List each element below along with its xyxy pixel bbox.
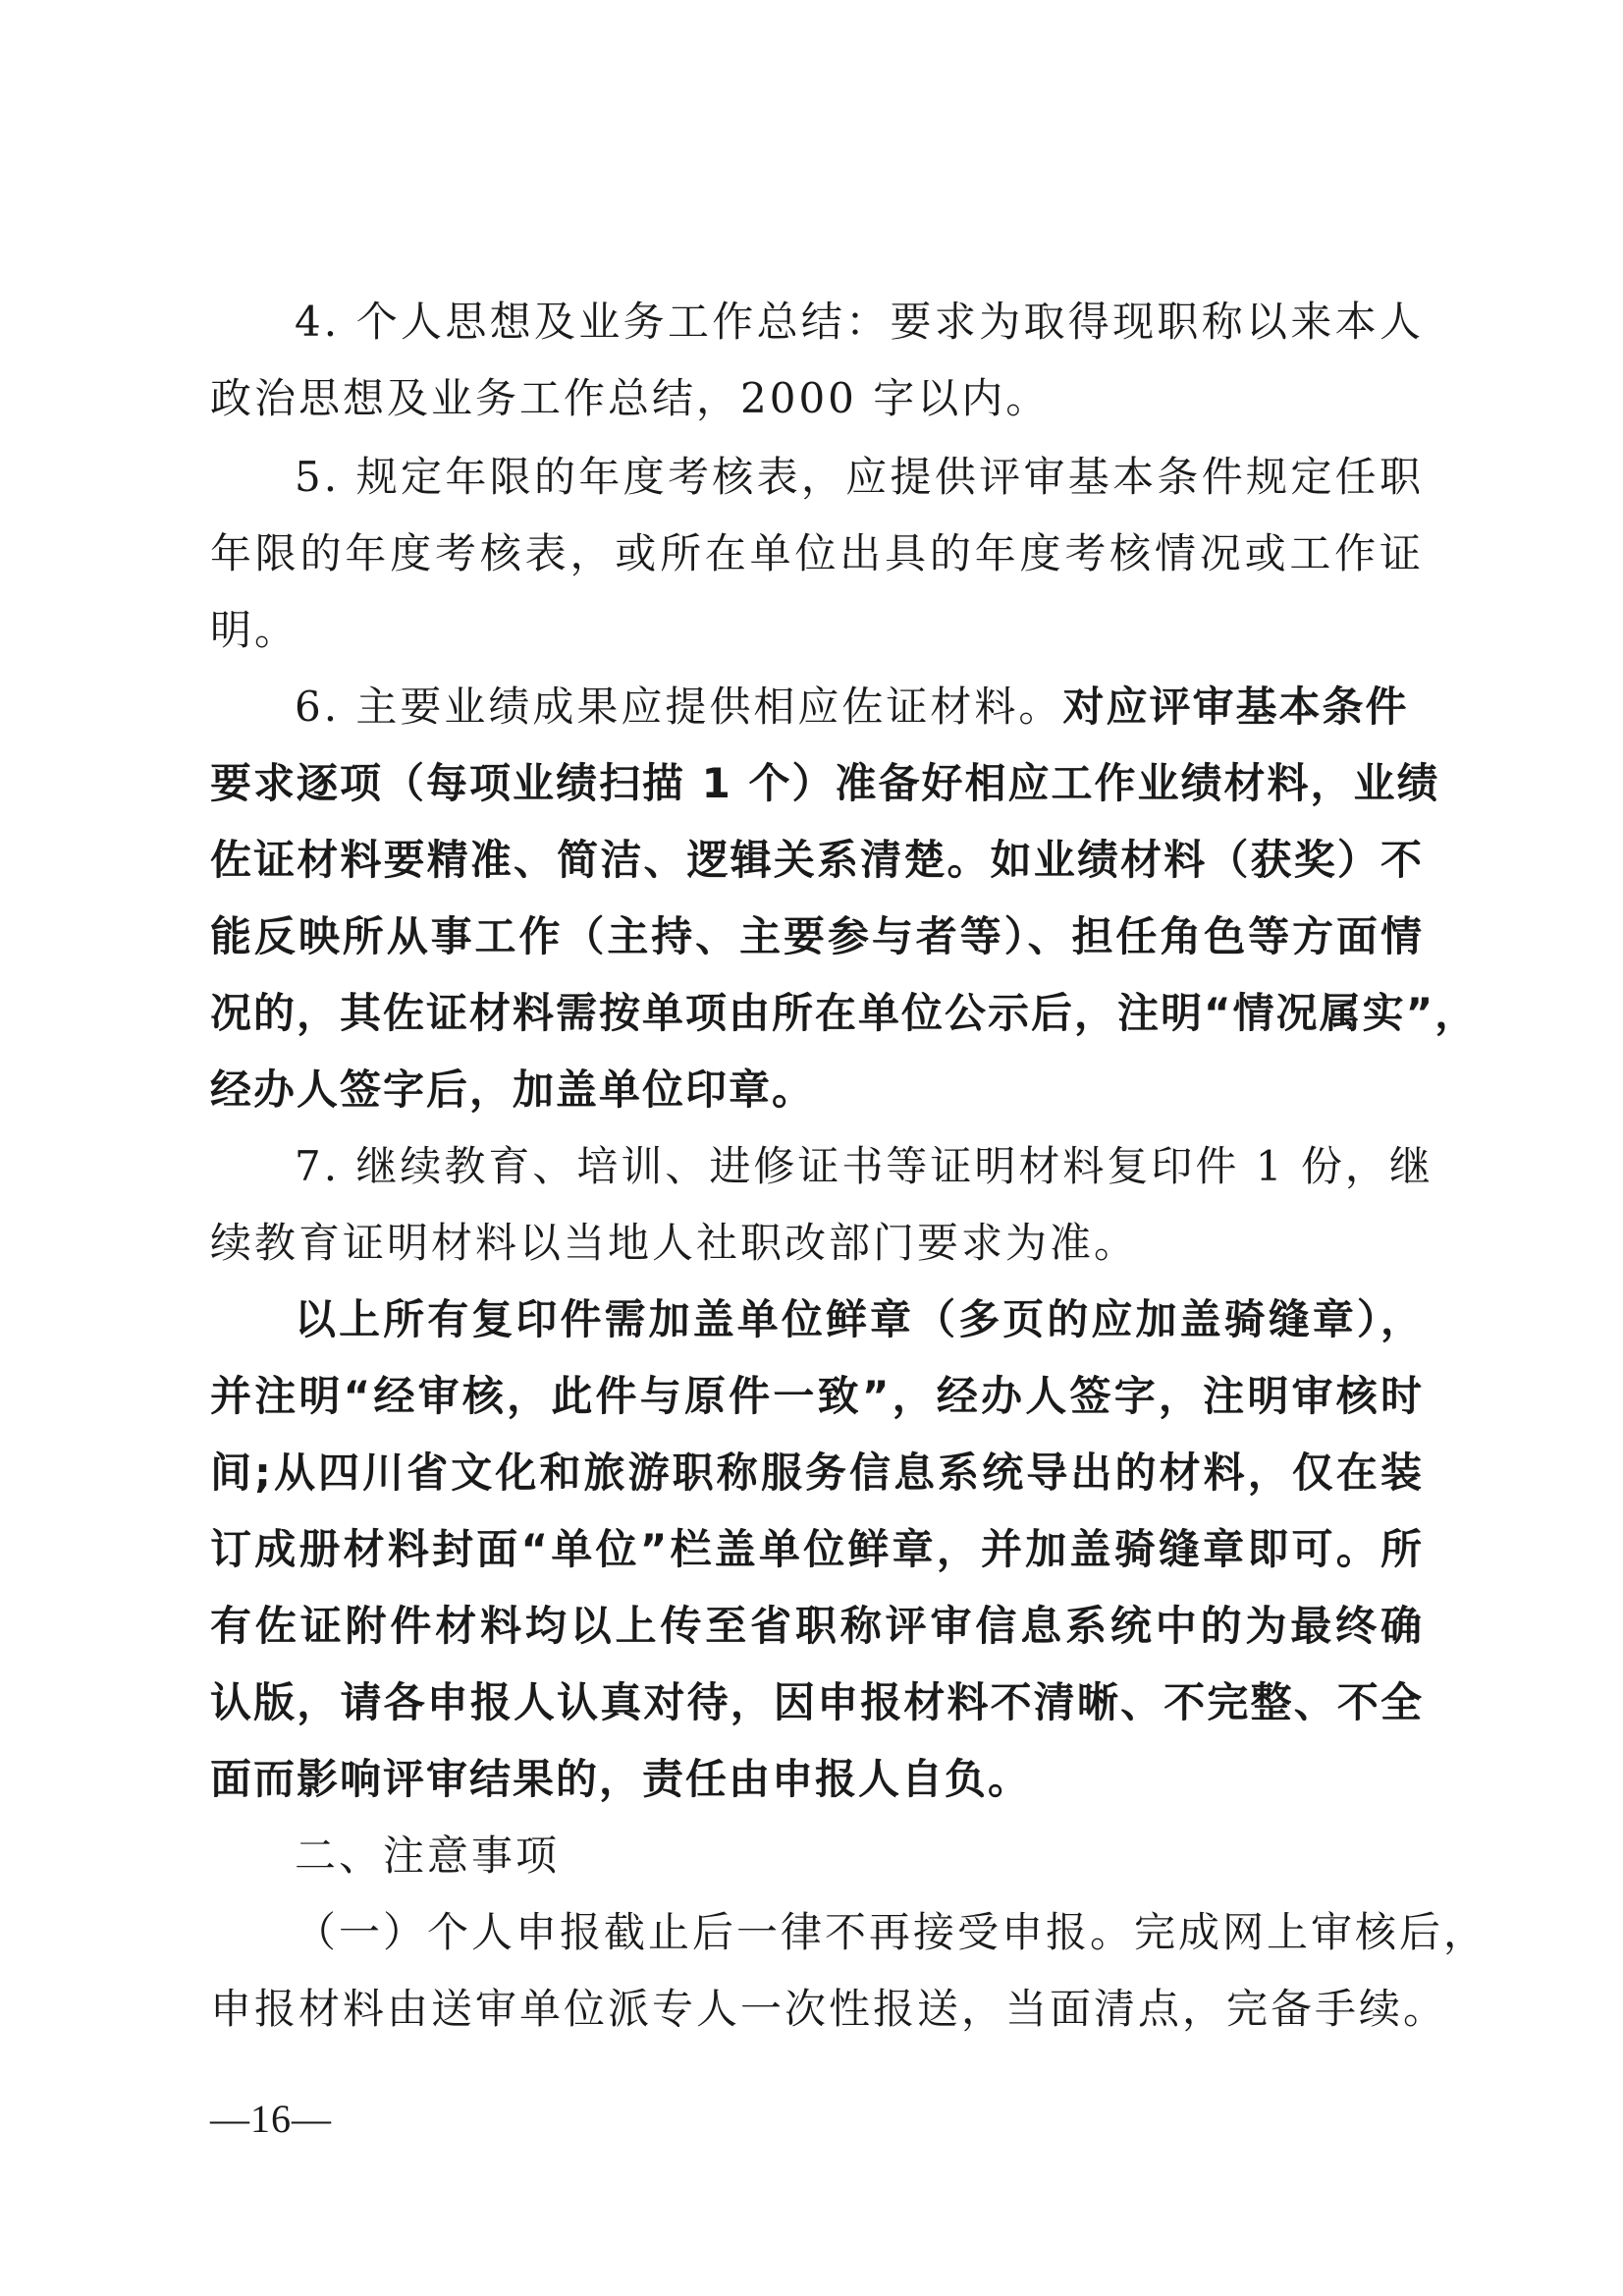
page-number: —16—: [210, 2097, 332, 2141]
paragraph-6-bold-text: 对应评审基本条件: [1062, 683, 1409, 731]
item-1-line-1: （一）个人申报截止后一律不再接受申报。完成网上审核后，: [295, 1908, 1488, 1956]
notice-line-1: 以上所有复印件需加盖单位鲜章（多页的应加盖骑缝章），: [295, 1295, 1424, 1343]
paragraph-7-line-2: 续教育证明材料以当地人社职改部门要求为准。: [210, 1219, 1139, 1267]
paragraph-6-line-5: 况的，其佐证材料需按单项由所在单位公示后，注明“情况属实”，: [210, 989, 1479, 1037]
notice-line-7: 面而影响评审结果的，责任由申报人自负。: [210, 1755, 1032, 1803]
notice-line-2: 并注明“经审核，此件与原件一致”，经办人签字，注明审核时: [210, 1372, 1424, 1420]
paragraph-7-line-1: 7. 继续教育、培训、进修证书等证明材料复印件 1 份，继: [295, 1142, 1434, 1190]
paragraph-4-line-1: 4. 个人思想及业务工作总结：要求为取得现职称以来本人: [295, 298, 1424, 346]
paragraph-4-line-2: 政治思想及业务工作总结，2000 字以内。: [210, 374, 1051, 422]
paragraph-5-line-3: 明。: [210, 606, 299, 654]
paragraph-5-line-1: 5. 规定年限的年度考核表，应提供评审基本条件规定任职: [295, 453, 1424, 501]
notice-line-3: 间;从四川省文化和旅游职称服务信息系统导出的材料，仅在装: [210, 1449, 1424, 1497]
paragraph-6-line-3: 佐证材料要精准、简洁、逻辑关系清楚。如业绩材料（获奖）不: [210, 836, 1424, 884]
section-heading: 二、注意事项: [295, 1831, 561, 1880]
notice-line-6: 认版，请各申报人认真对待，因申报材料不清晰、不完整、不全: [210, 1678, 1424, 1726]
paragraph-6-line-1: [295, 680, 1424, 735]
paragraph-6-normal-text: 6. 主要业绩成果应提供相应佐证材料。: [295, 683, 1063, 731]
paragraph-6-line-6: 经办人签字后，加盖单位印章。: [210, 1066, 816, 1114]
notice-line-4: 订成册材料封面“单位”栏盖单位鲜章，并加盖骑缝章即可。所: [210, 1525, 1424, 1573]
paragraph-6-line-2: 要求逐项（每项业绩扫描 1 个）准备好相应工作业绩材料，业绩: [210, 759, 1440, 807]
notice-line-5: 有佐证附件材料均以上传至省职称评审信息系统中的为最终确: [210, 1602, 1424, 1650]
paragraph-5-line-2: 年限的年度考核表，或所在单位出具的年度考核情况或工作证: [210, 529, 1424, 577]
paragraph-6-line-4: 能反映所从事工作（主持、主要参与者等）、担任角色等方面情: [210, 912, 1424, 960]
item-1-line-2: 申报材料由送审单位派专人一次性报送，当面清点，完备手续。: [210, 1985, 1448, 2033]
